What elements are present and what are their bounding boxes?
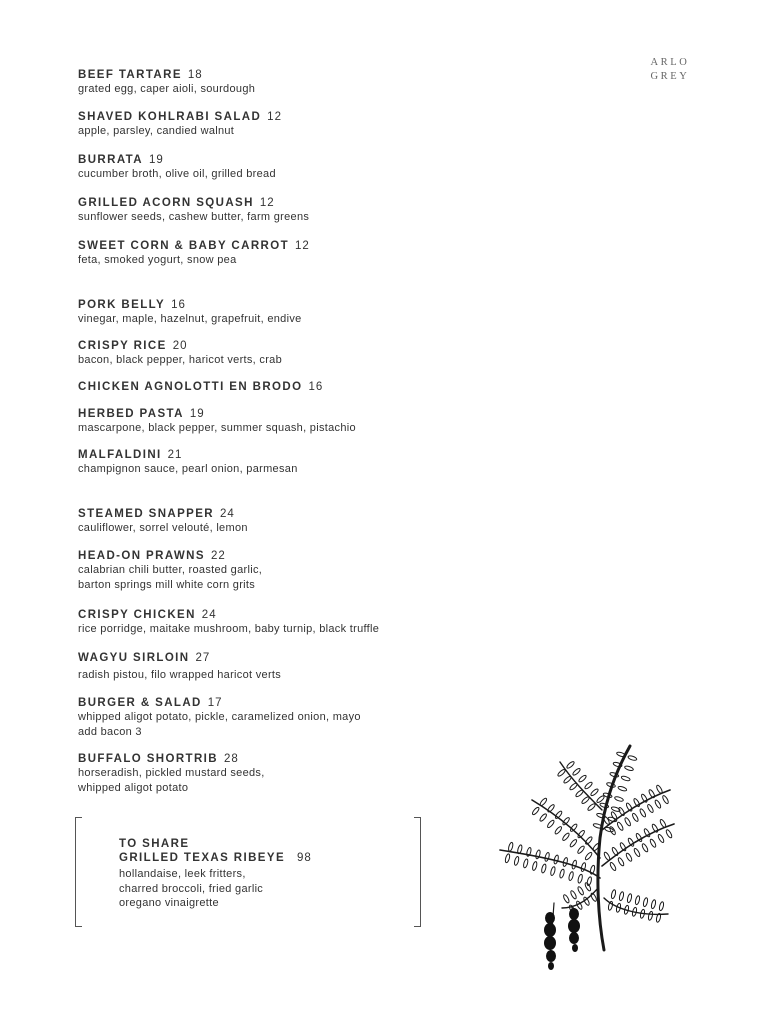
item-title: BURRATA (78, 154, 143, 166)
item-price: 21 (167, 449, 183, 461)
item-price: 24 (220, 508, 235, 520)
leaflet (618, 786, 628, 792)
item-price: 16 (308, 381, 324, 393)
leaflet (581, 796, 590, 805)
item-title: GRILLED ACORN SQUASH (78, 197, 254, 209)
item-description: grated egg, caper aioli, sourdough (78, 83, 256, 95)
leaflet (563, 894, 571, 904)
item-title: PORK BELLY (78, 299, 166, 311)
leaflet (624, 817, 632, 827)
leaflet (659, 819, 667, 829)
leaflet (584, 781, 593, 790)
leaflet (603, 851, 611, 861)
leaflet (547, 819, 556, 828)
leaflet (648, 911, 654, 921)
leaflet (568, 871, 574, 881)
menu-item (78, 507, 478, 536)
menu-item-name (78, 298, 478, 312)
share-desc-2: charred broccoli, fried garlic (119, 882, 264, 895)
leaflet (508, 842, 514, 852)
item-price: 22 (210, 550, 226, 562)
leaflet (619, 891, 625, 901)
item-title: STEAMED SNAPPER (78, 508, 215, 520)
leaflet (570, 890, 578, 900)
share-price: 98 (297, 852, 312, 864)
leaflet (544, 852, 550, 862)
leaflet (572, 767, 581, 776)
menu-item (78, 407, 478, 436)
item-price: 12 (259, 197, 275, 209)
menu-item (78, 448, 478, 477)
item-description: vinegar, maple, hazelnut, grapefruit, endive (78, 313, 302, 325)
menu-item-name (78, 68, 478, 82)
leaflet (619, 842, 627, 852)
share-item (119, 837, 399, 911)
leaflet (647, 804, 655, 814)
item-title: BEEF TARTARE (78, 69, 182, 81)
leaflet (577, 845, 586, 854)
menu-item (78, 608, 478, 637)
menu-item (78, 196, 478, 225)
menu-item-name (78, 110, 478, 124)
leaflet (584, 852, 593, 861)
leaflet (657, 834, 665, 844)
item-title: WAGYU SIRLOIN (78, 652, 190, 664)
leaflet (654, 799, 662, 809)
leaflet (562, 832, 571, 841)
leaflet (609, 826, 617, 836)
item-description: cauliflower, sorrel velouté, lemon (78, 522, 248, 534)
leaflet (541, 864, 547, 874)
item-price: 19 (148, 154, 164, 166)
leaflet (566, 761, 575, 770)
leaflet (651, 899, 657, 909)
menu-item-name (78, 239, 478, 253)
leaflet (578, 774, 587, 783)
leaflet (559, 869, 565, 879)
leaflet (547, 804, 556, 813)
leaflet (577, 886, 585, 896)
share-item-name (119, 851, 399, 865)
leaflet (617, 857, 625, 867)
item-price: 12 (295, 240, 310, 252)
leaflet (523, 859, 529, 869)
item-description: whipped aligot potato (78, 781, 189, 794)
leaflet (586, 876, 592, 886)
leaflet (662, 795, 670, 805)
item-description: add bacon 3 (78, 725, 142, 738)
leaflet (628, 755, 638, 761)
item-price: 24 (201, 609, 217, 621)
leaflet (625, 802, 633, 812)
item-description: whipped aligot potato, pickle, caramelized onion, mayo (78, 711, 361, 723)
item-description: calabrian chili butter, roasted garlic, (78, 564, 263, 576)
item-description: horseradish, pickled mustard seeds, (78, 767, 265, 779)
leaflet (505, 853, 511, 863)
item-price: 19 (189, 408, 205, 420)
leaflet (553, 855, 559, 865)
brand-line-2: GREY (650, 71, 690, 82)
menu-item-name (78, 153, 478, 167)
item-description: sunflower seeds, cashew butter, farm greens (78, 211, 310, 223)
leaflet (550, 866, 556, 876)
menu-item-name (78, 696, 478, 710)
leaflet (665, 829, 673, 839)
plant-stems (500, 746, 674, 958)
share-desc-1: hollandaise, leek fritters, (119, 868, 246, 880)
leaflet (554, 826, 563, 835)
menu-item (78, 298, 478, 327)
leaflet (649, 838, 657, 848)
menu-item (78, 339, 478, 368)
brand-logo (645, 56, 695, 84)
item-title: SWEET CORN & BABY CARROT (78, 240, 290, 252)
item-description: champignon sauce, pearl onion, parmesan (78, 463, 298, 475)
leaflet (590, 865, 596, 875)
brand-line-1: ARLO (650, 57, 690, 68)
leaflet (539, 813, 548, 822)
leaflet (532, 861, 538, 871)
leaflet (641, 843, 649, 853)
leaflet (631, 813, 639, 823)
menu-item (78, 380, 478, 394)
menu-item (78, 110, 478, 139)
item-title: CHICKEN AGNOLOTTI EN BRODO (78, 381, 303, 393)
item-description: apple, parsley, candied walnut (78, 125, 235, 137)
menu-item (78, 651, 478, 683)
menu-item-name (78, 380, 478, 394)
leaflet (616, 751, 626, 757)
menu-item (78, 549, 478, 592)
item-description: mascarpone, black pepper, summer squash, pistachio (78, 422, 356, 434)
menu-item-name (78, 407, 478, 421)
share-heading: TO SHARE (119, 838, 190, 850)
item-description: feta, smoked yogurt, snow pea (78, 254, 237, 266)
leaflet (575, 789, 584, 798)
leaflet (517, 844, 523, 854)
menu-item-name (78, 339, 478, 353)
leaflet (590, 892, 598, 902)
leaflet (640, 793, 648, 803)
leaflet (531, 806, 540, 815)
leaflet (648, 789, 656, 799)
menu-item (78, 68, 478, 97)
menu-item-name (78, 448, 478, 462)
item-price: 28 (223, 753, 239, 765)
leaflet (633, 798, 641, 808)
leaflet (624, 765, 634, 771)
item-title: CRISPY CHICKEN (78, 609, 196, 621)
leaflet (611, 889, 617, 899)
item-description: bacon, black pepper, haricot verts, crab (78, 354, 282, 366)
leaflet (563, 775, 572, 784)
menu-item-name (78, 507, 478, 521)
leaflet (539, 797, 548, 806)
menu-item (78, 752, 478, 795)
share-name-text: GRILLED TEXAS RIBEYE (119, 852, 286, 864)
menu-item-name (78, 752, 478, 766)
item-price: 27 (195, 652, 211, 664)
leaflet (571, 860, 577, 870)
share-desc-3: oregano vinaigrette (119, 897, 219, 909)
leaflet (585, 836, 594, 845)
item-description: cucumber broth, olive oil, grilled bread (78, 168, 276, 180)
leaflet (557, 768, 566, 777)
item-price: 18 (187, 69, 203, 81)
leaflet (639, 808, 647, 818)
leaflet (587, 803, 596, 812)
leaflet (656, 785, 664, 795)
item-price: 12 (267, 111, 282, 123)
left-bracket (75, 817, 82, 927)
item-title: HERBED PASTA (78, 408, 184, 420)
seed-pods (544, 908, 580, 970)
item-price: 20 (172, 340, 188, 352)
leaflet (621, 775, 631, 781)
leaflet (659, 901, 665, 911)
leaflet (633, 848, 641, 858)
leaflet (569, 782, 578, 791)
item-title: CRISPY RICE (78, 340, 167, 352)
leaflet (627, 893, 633, 903)
item-title: BURGER & SALAD (78, 697, 202, 709)
item-title: MALFALDINI (78, 449, 162, 461)
item-title: HEAD-ON PRAWNS (78, 550, 205, 562)
item-title: SHAVED KOHLRABI SALAD (78, 111, 262, 123)
menu-item-name (78, 608, 478, 622)
leaflet (514, 856, 520, 866)
leaflet (609, 862, 617, 872)
menu-item (78, 696, 478, 739)
leaflet (577, 874, 583, 884)
leaflet (562, 857, 568, 867)
leaflet (643, 897, 649, 907)
menu-item (78, 153, 478, 182)
menu-item-name (78, 651, 478, 665)
menu-item-name (78, 196, 478, 210)
leaflet (616, 822, 624, 832)
leaflet (596, 795, 605, 804)
item-description: barton springs mill white corn grits (78, 578, 256, 591)
item-description: radish pistou, filo wrapped haricot verts (78, 669, 282, 681)
menu-item (78, 239, 478, 268)
leaflet (590, 788, 599, 797)
menu-item-name (78, 549, 478, 563)
leaflet (611, 847, 619, 857)
item-price: 16 (171, 299, 186, 311)
botanical-illustration (492, 738, 682, 978)
leaflet (651, 823, 659, 833)
right-bracket (414, 817, 421, 927)
leaflet (614, 796, 624, 802)
item-description: rice porridge, maitake mushroom, baby turnip, black truffle (78, 623, 380, 635)
leaflet (625, 852, 633, 862)
item-title: BUFFALO SHORTRIB (78, 753, 218, 765)
leaflet (635, 895, 641, 905)
leaflet (569, 839, 578, 848)
item-price: 17 (207, 697, 223, 709)
